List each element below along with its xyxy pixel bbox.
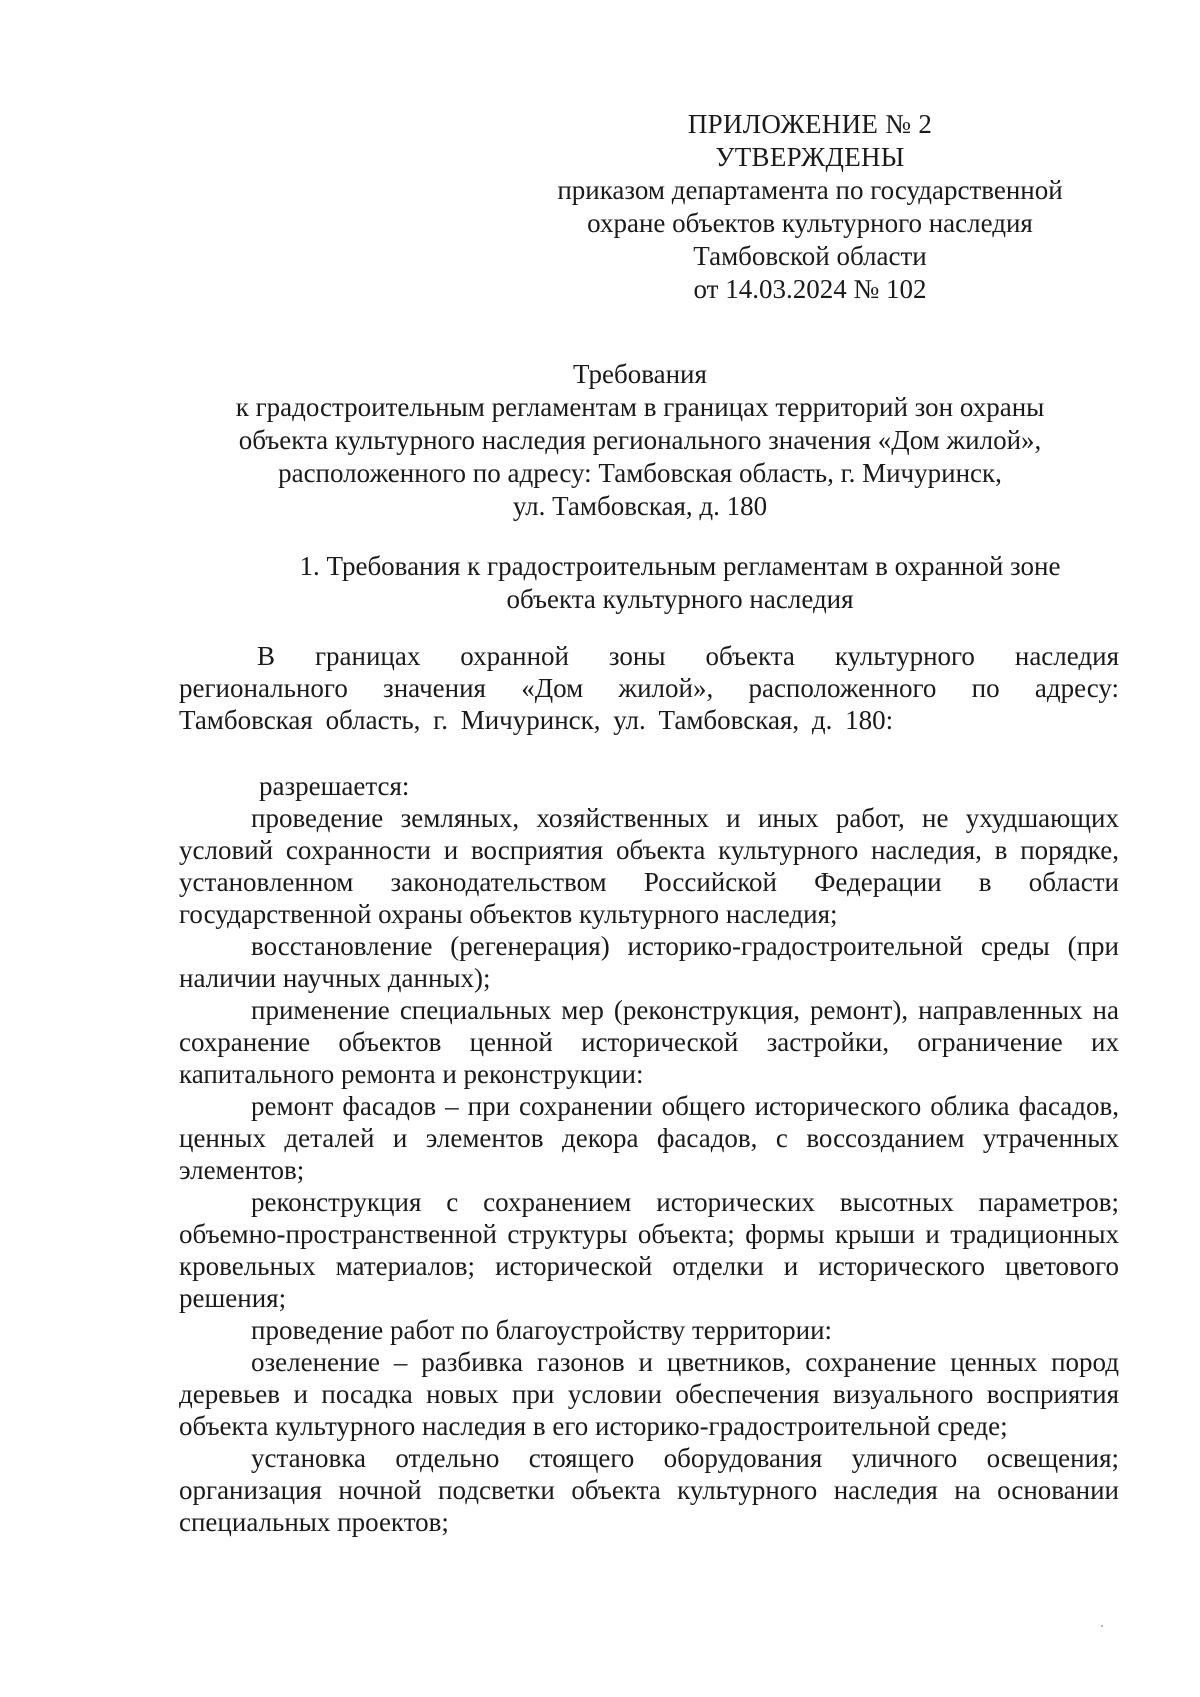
approval-department-line: охране объектов культурного наследия bbox=[587, 208, 1033, 238]
body-paragraph: применение специальных мер (реконструкция, ремонт), направленных на сохранение объектов ценной исторической застройки, ограничение их капитального ремонта и реконструкции: bbox=[179, 995, 1119, 1089]
approval-order-line: приказом департамента по государственной bbox=[557, 175, 1063, 205]
document-title-heading: Требования bbox=[573, 359, 707, 389]
document-title-line: к градостроительным регламентам в границах территорий зон охраны bbox=[235, 392, 1045, 422]
body-paragraph: реконструкция с сохранением исторических высотных параметров; объемно-пространственной структуры объекта; формы крыши и традиционных кровельных материалов; исторической отделки и исторического цветового решения; bbox=[179, 1187, 1119, 1313]
document-title-line: расположенного по адресу: Тамбовская область, г. Мичуринск, bbox=[278, 458, 1002, 488]
approval-region-line: Тамбовской области bbox=[693, 241, 927, 271]
body-paragraph: озеленение – разбивка газонов и цветников, сохранение ценных пород деревьев и посадка новых при условии обеспечения визуального восприятия объекта культурного наследия в его историко-градостроительной среде; bbox=[179, 1347, 1119, 1441]
document-body bbox=[179, 640, 1119, 1538]
approval-date-number: от 14.03.2024 № 102 bbox=[693, 274, 927, 304]
section-1-heading-line: 1. Требования к градостроительным регламентам в охранной зоне bbox=[299, 551, 1061, 581]
approved-heading: УТВЕРЖДЕНЫ bbox=[715, 142, 905, 172]
document-title bbox=[160, 358, 1120, 523]
intro-paragraph: В границах охранной зоны объекта культурного наследия регионального значения «Дом жилой», расположенного по адресу: Тамбовская область, г. Мичуринск, ул. Тамбовская, д. 180: bbox=[179, 641, 1119, 735]
appendix-number: ПРИЛОЖЕНИЕ № 2 bbox=[687, 109, 933, 139]
scan-artifact bbox=[1101, 1625, 1103, 1627]
approval-block bbox=[520, 108, 1100, 306]
body-paragraph: установка отдельно стоящего оборудования уличного освещения; организация ночной подсветки объекта культурного наследия на основании специальных проектов; bbox=[179, 1443, 1119, 1537]
section-1-heading-line: объекта культурного наследия bbox=[506, 584, 854, 614]
body-paragraph: ремонт фасадов – при сохранении общего исторического облика фасадов, ценных деталей и элементов декора фасадов, с воссозданием утраченных элементов; bbox=[179, 1091, 1119, 1185]
body-paragraph: проведение земляных, хозяйственных и иных работ, не ухудшающих условий сохранности и восприятия объекта культурного наследия, в порядке, установленном законодательством Российской Федерации в области государственной охраны объектов культурного наследия; bbox=[179, 803, 1119, 929]
document-title-line: объекта культурного наследия регионального значения «Дом жилой», bbox=[238, 425, 1042, 455]
section-1-heading bbox=[240, 550, 1120, 616]
document-title-address: ул. Тамбовская, д. 180 bbox=[512, 491, 768, 521]
body-paragraph: проведение работ по благоустройству территории: bbox=[251, 1315, 833, 1345]
permitted-heading: разрешается: bbox=[259, 771, 410, 801]
body-paragraph: восстановление (регенерация) историко-градостроительной среды (при наличии научных данных); bbox=[179, 931, 1119, 993]
